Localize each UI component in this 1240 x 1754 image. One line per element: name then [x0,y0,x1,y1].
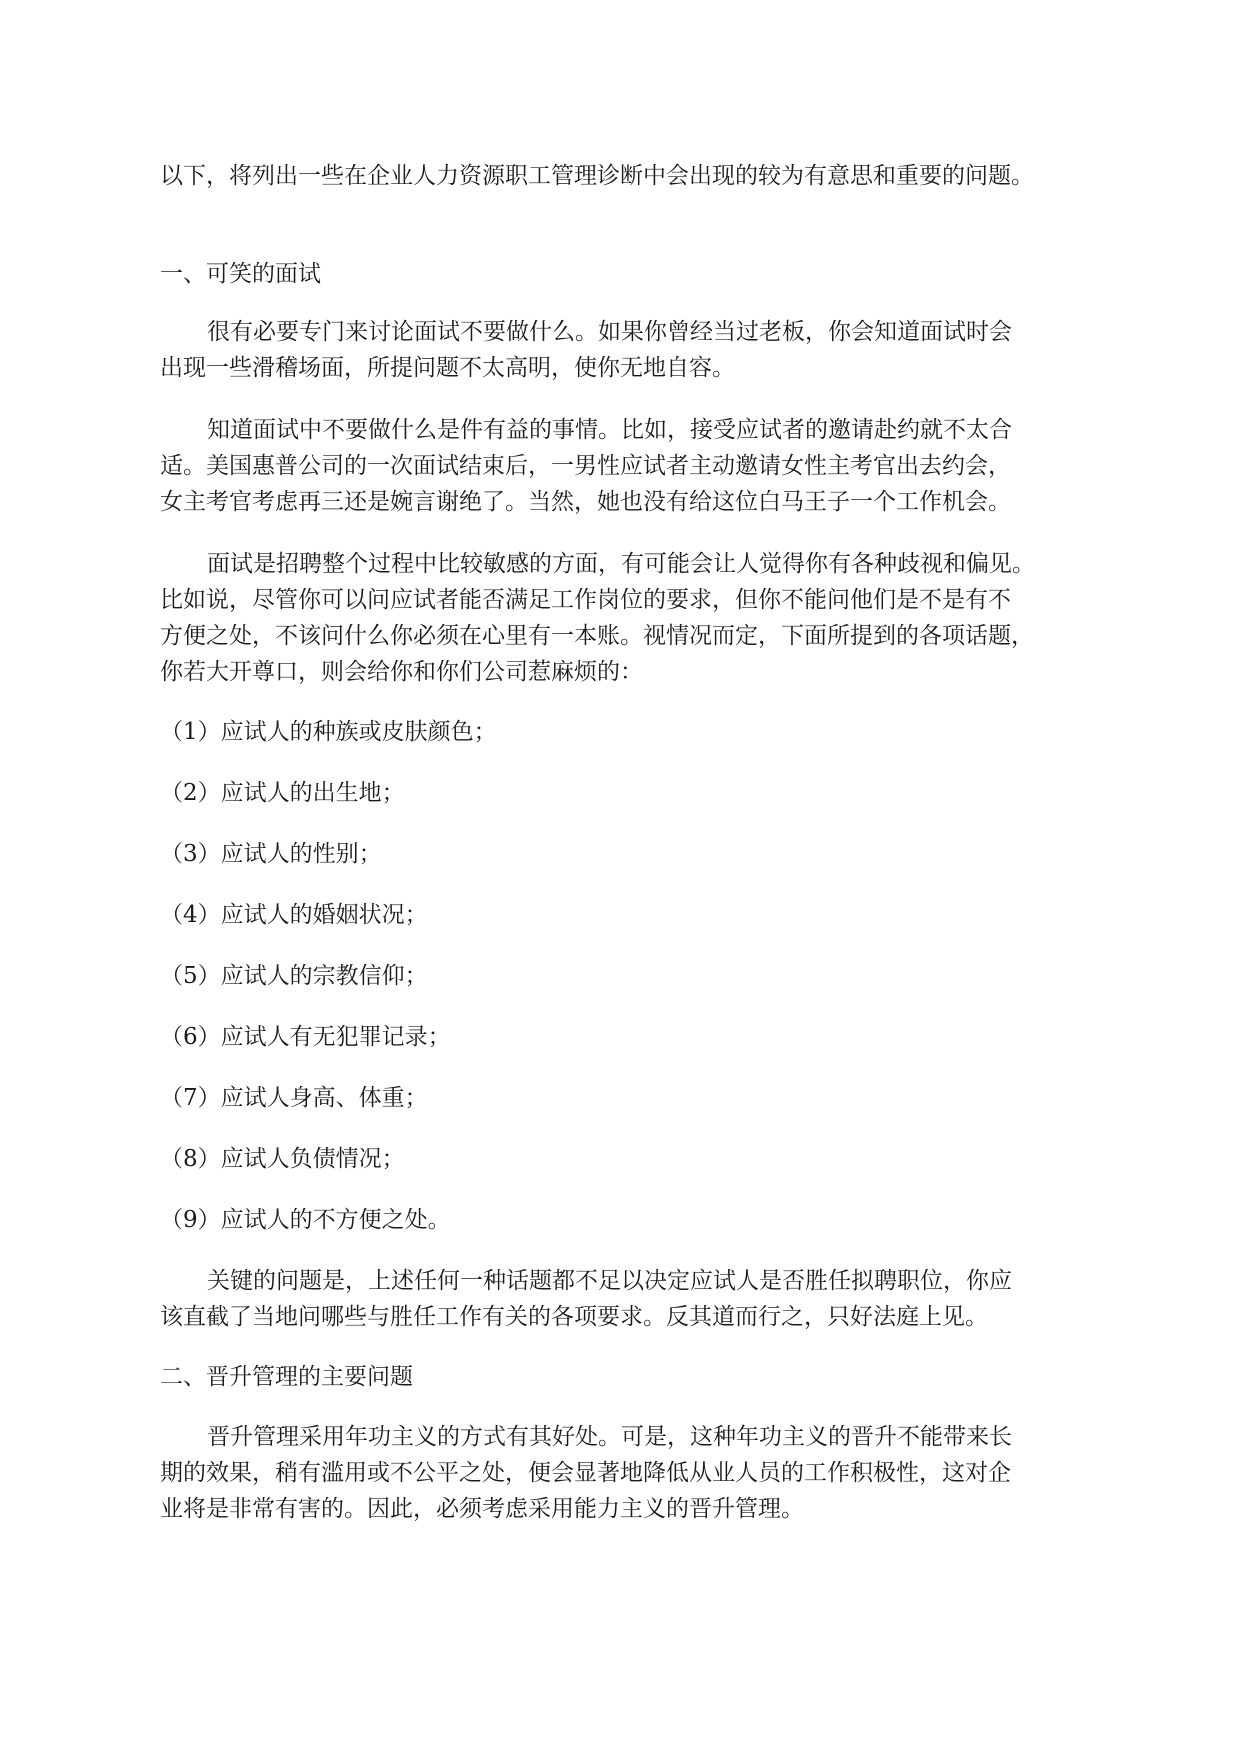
text-line: 关键的问题是，上述任何一种话题都不足以决定应试人是否胜任拟聘职位，你应 [207,1268,1012,1294]
document-page [160,158,1088,1527]
text-line: 知道面试中不要做什么是件有益的事情。比如，接受应试者的邀请赴约就不太合 [207,417,1012,443]
section-1-paragraph-4 [160,1263,1088,1335]
list-item: （5）应试人的宗教信仰； [160,963,428,989]
text-line: 面试是招聘整个过程中比较敏感的方面，有可能会让人觉得你有各种歧视和偏见。 [207,551,1035,577]
section-2-paragraph-1 [160,1419,1088,1527]
text-line: 晋升管理采用年功主义的方式有其好处。可是，这种年功主义的晋升不能带来长 [207,1424,1012,1450]
text-line: 适。美国惠普公司的一次面试结束后，一男性应试者主动邀请女性主考官出去约会， [160,453,1011,479]
text-line: 你若大开尊口，则会给你和你们公司惹麻烦的： [160,659,643,685]
section-1-paragraph-1 [160,314,1088,386]
text-line: 出现一些滑稽场面，所提问题不太高明，使你无地自容。 [160,355,735,381]
list-item: （4）应试人的婚姻状况； [160,902,428,928]
list-item: （9）应试人的不方便之处。 [160,1207,451,1233]
text-line: 该直截了当地问哪些与胜任工作有关的各项要求。反其道而行之，只好法庭上见。 [160,1304,988,1330]
list-item: （3）应试人的性别； [160,841,382,867]
section-1-paragraph-2 [160,412,1088,520]
text-line: 期的效果，稍有滥用或不公平之处，便会显著地降低从业人员的工作积极性，这对企 [160,1460,1011,1486]
list-item: （6）应试人有无犯罪记录； [160,1024,451,1050]
list-item: （7）应试人身高、体重； [160,1085,428,1111]
section-1-paragraph-3 [160,546,1088,690]
section-2-heading: 二、晋升管理的主要问题 [160,1364,413,1390]
text-line: 女主考官考虑再三还是婉言谢绝了。当然，她也没有给这位白马王子一个工作机会。 [160,489,1011,515]
text-line: 业将是非常有害的。因此，必须考虑采用能力主义的晋升管理。 [160,1496,804,1522]
text-line: 很有必要专门来讨论面试不要做什么。如果你曾经当过老板，你会知道面试时会 [207,319,1012,345]
sensitive-topics-list [160,714,1088,1238]
text-line: 比如说，尽管你可以问应试者能否满足工作岗位的要求，但你不能问他们是不是有不 [160,587,1011,613]
list-item: （2）应试人的出生地； [160,780,405,806]
text-line: 方便之处，不该问什么你必须在心里有一本账。视情况而定，下面所提到的各项话题， [160,623,1034,649]
section-1-heading: 一、可笑的面试 [160,261,321,287]
list-item: （1）应试人的种族或皮肤颜色； [160,719,497,745]
list-item: （8）应试人负债情况； [160,1146,405,1172]
intro-paragraph: 以下，将列出一些在企业人力资源职工管理诊断中会出现的较为有意思和重要的问题。 [160,163,1034,189]
